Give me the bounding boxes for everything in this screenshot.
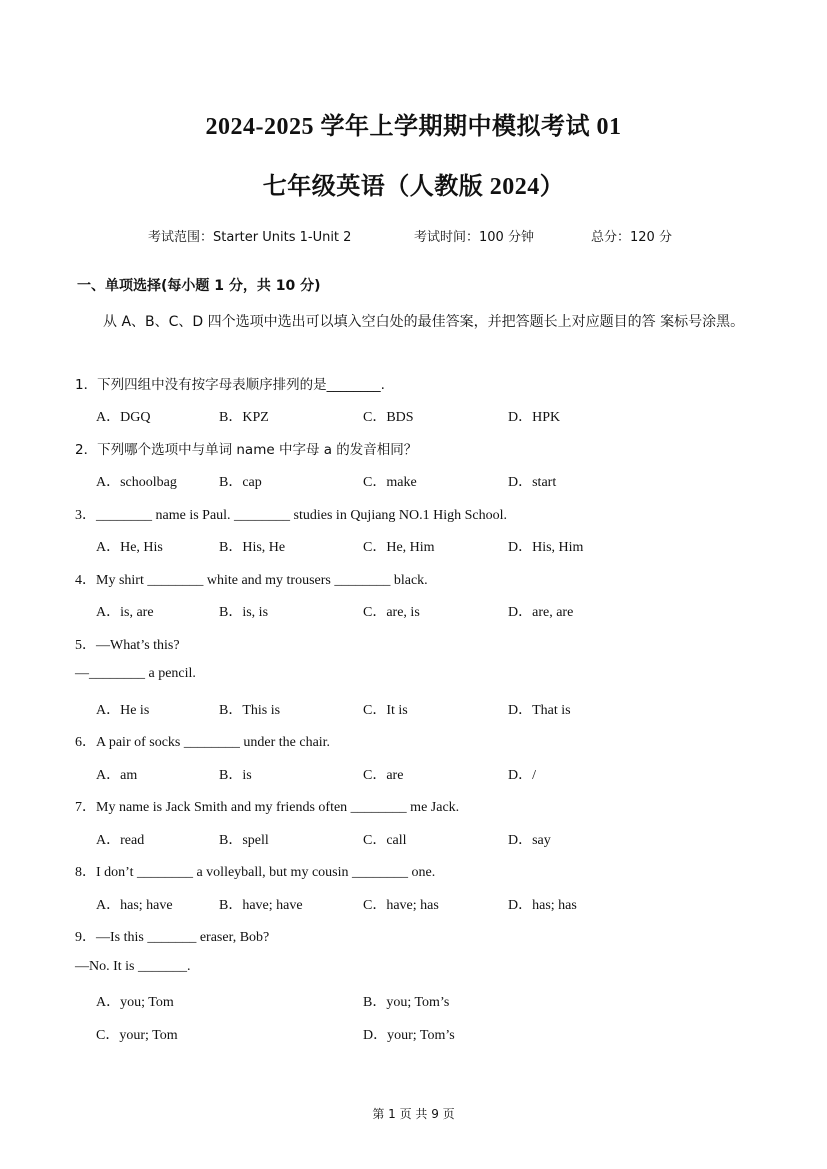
question-4-option-b: B．is, is [219,605,269,620]
question-1-option-d: D．HPK [508,410,561,425]
question-9-option-a: A．you; Tom [96,995,174,1010]
question-4-option-c: C．are, is [363,605,420,620]
question-5-response: —________ a pencil. [75,666,196,681]
question-6-option-c: C．are [363,768,404,783]
section-heading: 一、单项选择(每小题 1 分，共 10 分) [77,278,321,294]
question-7-option-a: A．read [96,833,145,848]
question-8-option-c: C．have; has [363,898,439,913]
question-4-option-a: A．is, are [96,605,154,620]
section-instruction: 从 A、B、C、D 四个选项中选出可以填入空白处的最佳答案，并把答题长上对应题目的答 案标号涂黑。 [103,314,745,330]
question-5-stem: 5．—What’s this? [75,638,180,653]
question-9-option-b: B．you; Tom’s [363,995,450,1010]
exam-scope: 考试范围：Starter Units 1-Unit 2 [148,230,352,245]
question-2-option-a: A．schoolbag [96,475,177,490]
question-6-option-d: D．/ [508,768,536,783]
question-5-option-a: A．He is [96,703,150,718]
question-7-option-d: D．say [508,833,551,848]
question-6-option-a: A．am [96,768,138,783]
question-3-option-b: B．His, He [219,540,286,555]
question-3-option-d: D．His, Him [508,540,584,555]
question-6-option-b: B．is [219,768,252,783]
question-8-option-a: A．has; have [96,898,173,913]
question-6-stem: 6．A pair of socks ________ under the chair. [75,735,331,750]
question-9-option-c: C．your; Tom [96,1028,178,1043]
question-1-stem: 1．下列四组中没有按字母表顺序排列的是________. [75,377,385,393]
question-1-option-a: A．DGQ [96,410,151,425]
question-3-option-a: A．He, His [96,540,163,555]
question-9-option-d: D．your; Tom’s [363,1028,455,1043]
question-3-stem: 3．________ name is Paul. ________ studies in Qujiang NO.1 High School. [75,508,508,523]
exam-subtitle: 七年级英语（人教版 2024） [262,174,565,200]
question-2-stem: 2．下列哪个选项中与单词 name 中字母 a 的发音相同？ [75,442,418,458]
question-5-option-b: B．This is [219,703,281,718]
exam-time: 考试时间：100 分钟 [414,230,534,245]
question-4-stem: 4．My shirt ________ white and my trousers ________ black. [75,573,428,588]
question-7-option-c: C．call [363,833,407,848]
question-1-option-c: C．BDS [363,410,414,425]
question-8-stem: 8．I don’t ________ a volleyball, but my cousin ________ one. [75,865,436,880]
question-8-option-d: D．has; has [508,898,577,913]
exam-score: 总分：120 分 [591,230,672,245]
question-3-option-c: C．He, Him [363,540,435,555]
question-9-response: —No. It is _______. [75,959,191,974]
question-2-option-b: B．cap [219,475,262,490]
question-9-stem: 9．—Is this _______ eraser, Bob? [75,930,270,945]
question-2-option-d: D．start [508,475,557,490]
question-4-option-d: D．are, are [508,605,574,620]
question-5-option-c: C．It is [363,703,408,718]
question-7-stem: 7．My name is Jack Smith and my friends often ________ me Jack. [75,800,460,815]
question-8-option-b: B．have; have [219,898,303,913]
question-1-option-b: B．KPZ [219,410,269,425]
question-2-option-c: C．make [363,475,417,490]
question-5-option-d: D．That is [508,703,571,718]
question-7-option-b: B．spell [219,833,269,848]
exam-title: 2024-2025 学年上学期期中模拟考试 01 [205,114,622,140]
page-footer: 第 1 页 共 9 页 [372,1107,455,1121]
